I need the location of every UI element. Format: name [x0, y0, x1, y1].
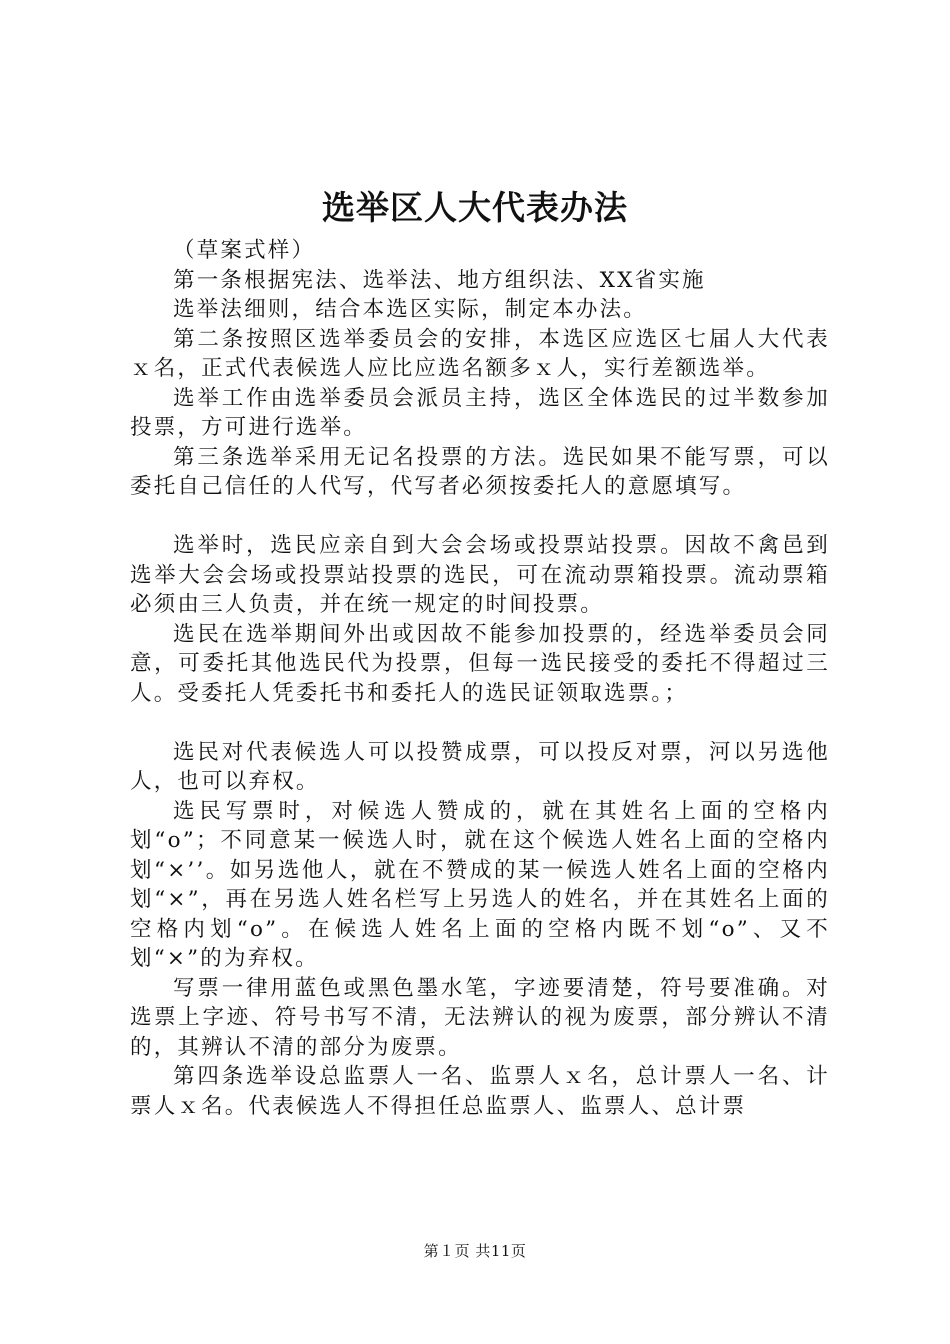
page-footer: 第１页 共11页 [423, 1242, 527, 1260]
body-paragraph: 选举时，选民应亲自到大会会场或投票站投票。因故不禽邑到选举大会会场或投票站投票的选民，可在流动票箱投票。流动票箱必须由三人负责，并在统一规定的时间投票。 [130, 533, 830, 617]
body-paragraph: 第四条选举设总监票人一名、监票人ｘ名，总计票人一名、计票人ｘ名。代表候选人不得担任总监票人、监票人、总计票 [130, 1064, 830, 1119]
body-paragraph: 选民写票时，对候选人赞成的，就在其姓名上面的空格内划“o”；不同意某一候选人时，就在这个候选人姓名上面的空格内划“×’’。如另选他人，就在不赞成的某一候选人姓名上面的空格内划“×”，再在另选人姓名栏写上另选人的姓名，并在其姓名上面的空格内划“o”。在候选人姓名上面的空格内既不划“o”、又不划“×”的为弃权。 [130, 798, 830, 971]
body-paragraph: 第二条按照区选举委员会的安排，本选区应选区七届人大代表ｘ名，正式代表候选人应比应选名额多ｘ人，实行差额选举。 [130, 326, 830, 381]
body-paragraph: 第一条根据宪法、选举法、地方组织法、XX省实施 [173, 267, 706, 293]
body-paragraph: 写票一律用蓝色或黑色墨水笔，字迹要清楚，符号要准确。对选票上字迹、符号书写不清，无法辨认的视为废票，部分辨认不清的，其辨认不清的部分为废票。 [130, 975, 830, 1060]
body-paragraph: 选举法细则，结合本选区实际，制定本办法。 [173, 297, 648, 322]
body-paragraph: 第三条选举采用无记名投票的方法。选民如果不能写票，可以委托自己信任的人代写，代写者必须按委托人的意愿填写。 [130, 444, 830, 499]
document-body [130, 236, 830, 1121]
document-subtitle: （草案式样） [173, 238, 316, 263]
body-paragraph: 选举工作由选举委员会派员主持，选区全体选民的过半数参加投票，方可进行选举。 [130, 385, 830, 440]
body-paragraph: 选民对代表候选人可以投赞成票，可以投反对票，河以另选他人，也可以弃权。 [130, 739, 830, 794]
body-paragraph: 选民在选举期间外出或因故不能参加投票的，经选举委员会同意，可委托其他选民代为投票，但每一选民接受的委托不得超过三人。受委托人凭委托书和委托人的选民证领取选票。； [130, 621, 830, 706]
document-title: 选举区人大代表办法 [322, 188, 628, 227]
